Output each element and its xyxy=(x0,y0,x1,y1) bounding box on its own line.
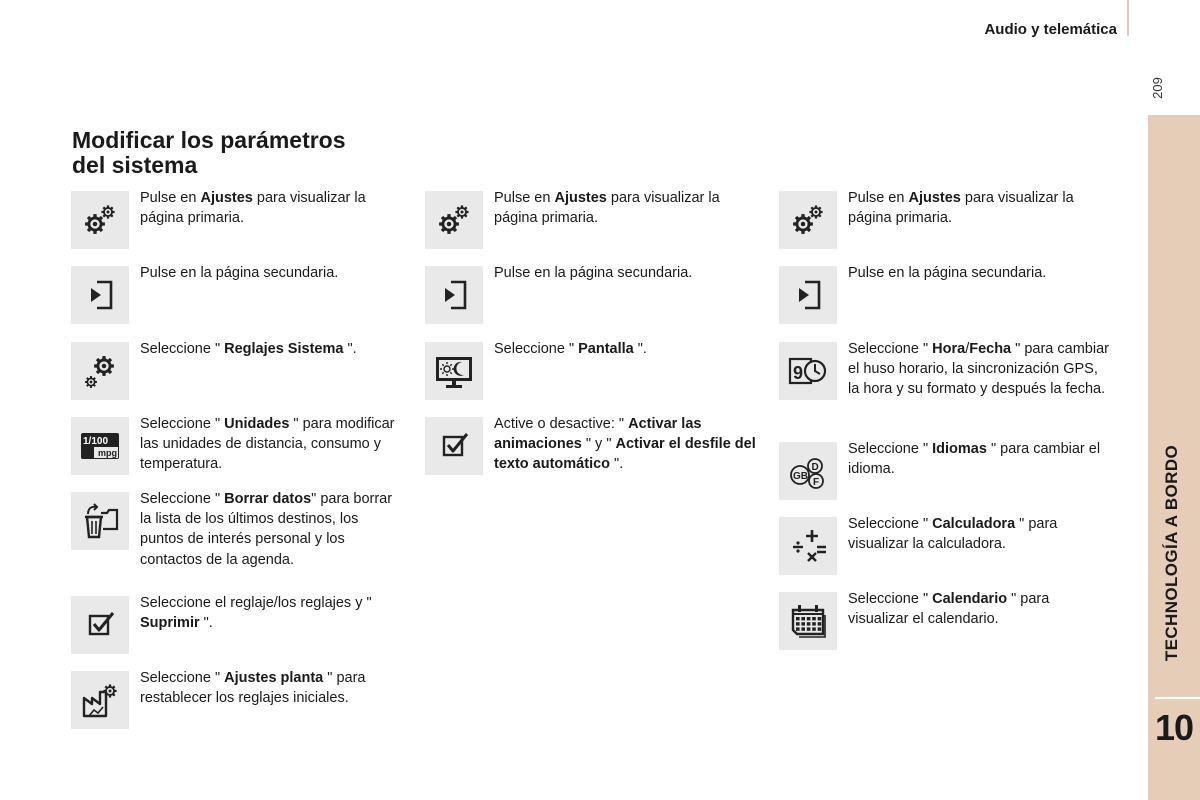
instruction-text: Seleccione " Borrar datos" para borrar la lista de los últimos destinos, los puntos de interés personal y los contactos de la agenda. xyxy=(140,491,393,568)
secondary-page-icon xyxy=(779,266,837,324)
svg-text:D: D xyxy=(811,462,819,473)
settings-gears-icon xyxy=(779,191,837,249)
page-number: 209 xyxy=(1150,77,1165,99)
header-title: Audio y telemática xyxy=(984,21,1117,38)
instruction-text: Pulse en Ajustes para visualizar la página primaria. xyxy=(140,190,366,227)
chapter-tab-divider xyxy=(1155,697,1200,699)
checkbox-icon xyxy=(425,417,483,475)
instruction-text: Pulse en Ajustes para visualizar la página primaria. xyxy=(848,190,1074,227)
delete-data-icon xyxy=(71,492,129,550)
instruction-text: Seleccione " Reglajes Sistema ". xyxy=(140,341,357,357)
instruction-text: Pulse en Ajustes para visualizar la página primaria. xyxy=(494,190,720,227)
svg-text:mpg: mpg xyxy=(98,448,117,458)
instruction-text: Seleccione " Hora/Fecha " para cambiar el huso horario, la sincronización GPS, la hora y su formato y después la fecha. xyxy=(848,341,1109,398)
instruction-text: Seleccione " Idiomas " para cambiar el idioma. xyxy=(848,441,1101,478)
checkbox-icon xyxy=(71,596,129,654)
settings-gears-icon xyxy=(71,191,129,249)
section-title-line-2: del sistema xyxy=(72,152,198,178)
instruction-text: Active o desactive: " Activar las animaciones " y " Activar el desfile del texto automático ". xyxy=(494,416,756,473)
instruction-text: Seleccione " Ajustes planta " para restablecer los reglajes iniciales. xyxy=(140,670,366,707)
instruction-text: Pulse en la página secundaria. xyxy=(494,265,693,281)
svg-text:GB: GB xyxy=(793,471,808,482)
instruction-text: Seleccione el reglaje/los reglajes y " Suprimir ". xyxy=(140,595,372,632)
instruction-text: Pulse en la página secundaria. xyxy=(848,265,1047,281)
section-title-line-1: Modificar los parámetros xyxy=(72,127,346,153)
instruction-text: Pulse en la página secundaria. xyxy=(140,265,339,281)
svg-text:F: F xyxy=(813,477,820,488)
chapter-number: 10 xyxy=(1154,707,1194,748)
factory-settings-icon xyxy=(71,671,129,729)
time-date-icon xyxy=(779,342,837,400)
instruction-text: Seleccione " Calculadora " para visualizar la calculadora. xyxy=(848,516,1058,553)
calendar-icon xyxy=(779,592,837,650)
settings-gears-icon xyxy=(425,191,483,249)
section-title xyxy=(72,128,346,178)
system-settings-icon xyxy=(71,342,129,400)
calculator-icon xyxy=(779,517,837,575)
units-icon xyxy=(71,417,129,475)
instruction-text: Seleccione " Calendario " para visualizar el calendario. xyxy=(848,591,1050,628)
secondary-page-icon xyxy=(425,266,483,324)
svg-text:9: 9 xyxy=(793,363,804,383)
screen-icon xyxy=(425,342,483,400)
header-divider xyxy=(1127,0,1129,36)
chapter-tab-label: TECHNOLOGÍA A BORDO xyxy=(1162,444,1181,662)
instruction-text: Seleccione " Unidades " para modificar las unidades de distancia, consumo y temperatura. xyxy=(140,416,395,473)
languages-icon xyxy=(779,442,837,500)
instruction-text: Seleccione " Pantalla ". xyxy=(494,341,647,357)
secondary-page-icon xyxy=(71,266,129,324)
svg-text:1/100: 1/100 xyxy=(83,436,109,447)
